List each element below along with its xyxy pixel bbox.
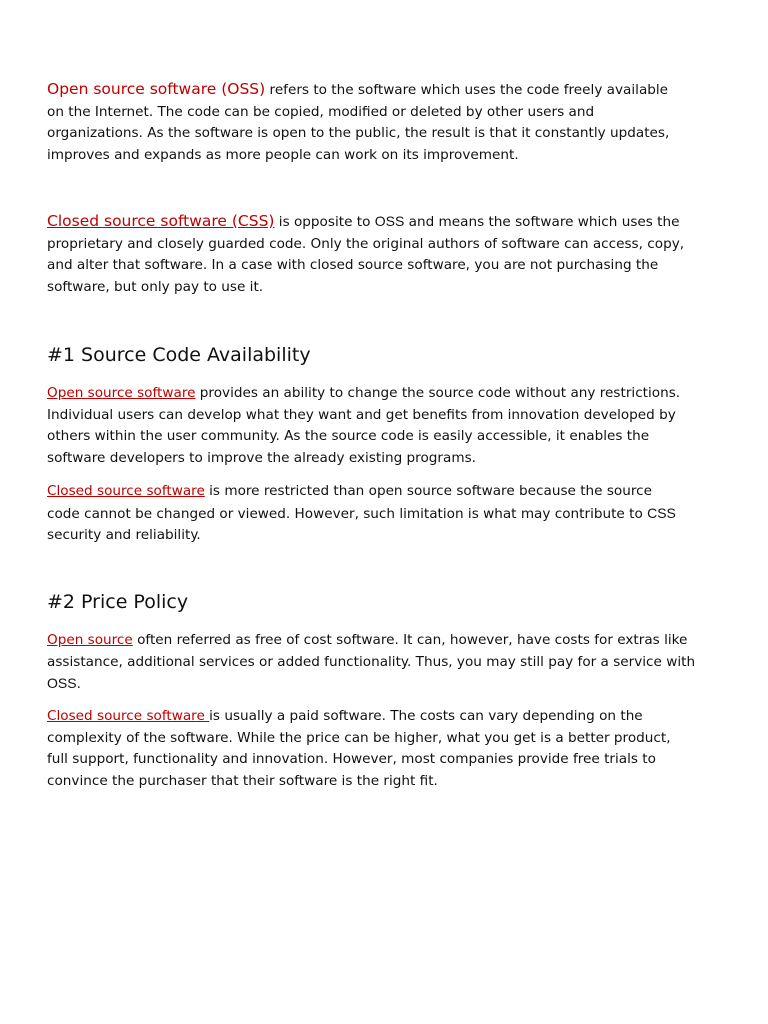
- text-line: Individual users can develop what they want and get benefits from innovation developed by: [47, 406, 676, 423]
- open-source-link[interactable]: Open source: [47, 632, 133, 648]
- css-term-link[interactable]: Closed source software (CSS): [47, 212, 275, 230]
- intro-css-paragraph: [47, 211, 727, 299]
- text-line: and alter that software. In a case with closed source software, you are not purchasing the: [47, 257, 659, 274]
- price-oss-paragraph: [47, 630, 727, 696]
- text-line: is more restricted than open source software because the source: [204, 483, 652, 499]
- open-source-software-link[interactable]: Open source software: [47, 385, 196, 401]
- closed-source-software-link[interactable]: Closed source software: [47, 708, 210, 724]
- source-code-oss-paragraph: [47, 383, 727, 470]
- text-line: others within the user community. As the source code is easily accessible, it enables the: [47, 428, 650, 445]
- text-line: software, but only pay to use it.: [47, 279, 264, 296]
- text-line: complexity of the software. While the price can be higher, what you get is a better product,: [47, 729, 671, 746]
- text-segment: is opposite to: [274, 214, 375, 230]
- text-line: refers to the software which uses the code freely available: [265, 82, 669, 98]
- text-line: convince the purchaser that their software is the right fit.: [47, 773, 438, 790]
- text-line: assistance, additional services or added functionality. Thus, you may still pay for a service with: [47, 653, 696, 670]
- text-line: software developers to improve the already existing programs.: [47, 450, 476, 467]
- oss-abbr: OSS: [47, 675, 77, 692]
- text-segment: .: [76, 676, 81, 693]
- oss-abbr: OSS: [374, 213, 405, 229]
- text-line: organizations. As the software is open to the public, the result is that it constantly updates,: [47, 125, 670, 142]
- text-segment: and means the software which uses the: [404, 214, 680, 230]
- text-line: improves and expands as more people can work on its improvement.: [47, 147, 519, 164]
- text-line: proprietary and closely guarded code. Only the original authors of software can access, copy,: [47, 235, 685, 252]
- text-line: full support, functionality and innovation. However, most companies provide free trials to: [47, 751, 656, 768]
- text-line: often referred as free of cost software. It can, however, have costs for extras like: [132, 632, 688, 648]
- text-line: security and reliability.: [47, 527, 201, 544]
- oss-term: Open source software (OSS): [47, 80, 266, 98]
- css-abbr: CSS: [647, 504, 676, 521]
- price-css-paragraph: [47, 706, 727, 793]
- text-line: is usually a paid software. The costs can vary depending on the: [209, 708, 643, 724]
- closed-source-software-link[interactable]: Closed source software: [47, 483, 205, 499]
- section-heading-source-code: #1 Source Code Availability: [47, 344, 311, 366]
- text-segment: code cannot be changed or viewed. However, such limitation is what may contribute to: [47, 505, 648, 522]
- intro-oss-paragraph: [47, 79, 727, 167]
- source-code-css-paragraph: [47, 481, 727, 547]
- section-heading-price-policy: #2 Price Policy: [47, 591, 189, 613]
- text-line: provides an ability to change the source code without any restrictions.: [195, 385, 681, 401]
- text-line: on the Internet. The code can be copied, modified or deleted by other users and: [47, 103, 595, 120]
